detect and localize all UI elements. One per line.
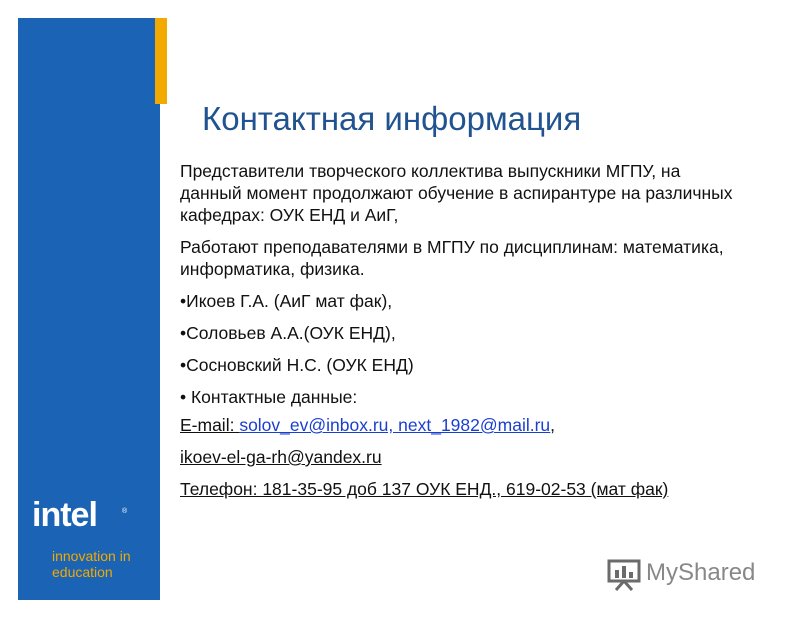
email-link-next[interactable]: next_1982@mail.ru [393,415,551,435]
intel-tagline [52,548,131,580]
tagline-line-1: innovation in [52,548,131,564]
tagline-line-2: education [52,564,113,580]
person-item: •Сосновский Н.С. (ОУК ЕНД) [180,355,414,375]
slide-body [180,160,740,510]
presentation-board-icon [606,556,642,592]
teaching-paragraph: Работают преподавателями в МГПУ по дисциплинам: математика, информатика, физика. [180,237,724,279]
email-label: E-mail: [180,415,240,435]
slide-title: Контактная информация [202,100,582,137]
contacts-heading: • Контактные данные: [180,387,358,407]
person-item: •Икоев Г.А. (АиГ мат фак), [180,291,393,311]
intro-paragraph: Представители творческого коллектива выпускники МГПУ, на данный момент продолжают обучение в аспирантуре на различных кафедрах: ОУК ЕНД и АиГ, [180,161,733,225]
email-trailing-comma: , [550,415,556,435]
intel-registered-mark: ® [122,508,128,515]
person-item: •Соловьев А.А.(ОУК ЕНД), [180,323,396,343]
intel-logo: intel [32,496,97,534]
email-line [180,414,740,436]
email-link-solov[interactable]: solov_ev@inbox.ru, [239,415,394,435]
phone-line: Телефон: 181-35-95 доб 137 ОУК ЕНД., 619-02-53 (мат фак) [180,479,669,499]
myshared-watermark: MyShared [646,559,756,586]
email-link-ikoev[interactable]: ikoev-el-ga-rh@yandex.ru [180,447,382,467]
accent-bar [155,18,167,104]
